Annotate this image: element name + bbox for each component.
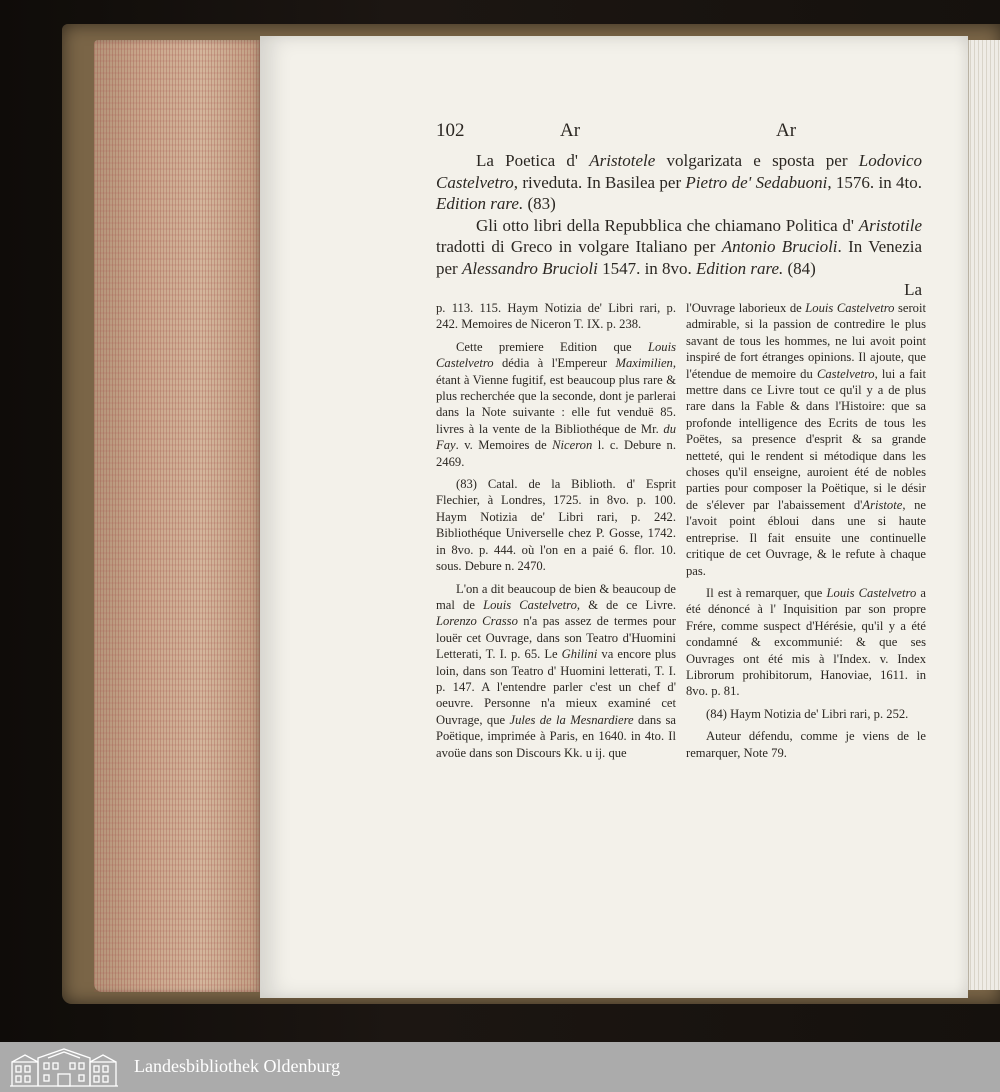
entry-text: tradotti di Greco in volgare Italiano per — [436, 237, 722, 256]
library-building-icon — [8, 1046, 120, 1088]
note-paragraph: (84) Haym Notizia de' Libri rari, p. 252. — [706, 706, 909, 721]
note-text: L'on a dit beaucoup de bien & beaucoup de mal de — [436, 581, 676, 612]
entry-rarity: Edition rare. — [436, 194, 524, 213]
page-edges-left — [94, 40, 262, 992]
note-text: l. c. Debure n. 2469. — [436, 438, 676, 469]
footer-label: Landesbibliothek Oldenburg — [134, 1056, 341, 1076]
note-text: va encore plus loin, dans son Teatro d' Huomini letterati, T. I. p. 147. A l'entendre parler c'est un chef d' oeuvre. Personne n'a mieux examiné cet Ouvrage, que — [436, 647, 676, 727]
entry-printer: Pietro de' Sedabuoni — [685, 172, 828, 192]
note-name: Castelvetro — [816, 366, 875, 381]
note-text: , lui a fait mettre dans ce Livre tout ce qu'il y a de plus rare dans la Fable & dans l'Histoire: que sa profonde intelligence des Ecrits de tous les Poëtes, sa presence d'esprit & sa grande netteté, qui le rendent si métodique dans les choses qu'il enseigne, auroient été de nobles parties pour composer la Poëtique, si le désir de s'élever par l'abaissement d' — [686, 366, 926, 512]
entry-note-ref: (83) — [523, 194, 556, 213]
library-footer-bar — [0, 1042, 1000, 1092]
note-text: Il est à remarquer, que — [706, 585, 827, 600]
note-name: Aristote — [862, 497, 903, 512]
note-text: Cette premiere Edition que — [456, 339, 648, 354]
note-name: Maximilien — [615, 356, 673, 371]
note-text: . v. Memoires de — [455, 438, 553, 453]
entry-note-ref: (84) — [783, 258, 816, 278]
note-paragraph — [436, 339, 676, 470]
note-text: dédia à l'Empereur — [493, 356, 616, 371]
running-header — [436, 120, 996, 144]
note-paragraph: (83) Catal. de la Biblioth. d' Esprit Flechier, à Londres, 1725. in 8vo. p. 100. Haym Notizia de' Libri rari, p. 242. Bibliothéque Universelle chez P. Gosse, 1742. in 8vo. p. 444. où l'on en a paié 6. flor. 10. sous. Debure n. 2470. — [436, 477, 676, 574]
facing-page-stack — [970, 40, 1000, 990]
entry-text: Gli otto libri della Repubblica che chiamano Politica d' — [476, 215, 859, 235]
entry-text: , riveduta. In Basilea per — [513, 172, 686, 192]
catchword: La — [904, 280, 922, 299]
note-paragraph — [686, 300, 926, 579]
note-name: Lorenzo Crasso — [436, 614, 518, 629]
note-name: Louis Castelvetro — [483, 597, 577, 612]
entry-text: , 1576. in 4to. — [827, 172, 922, 192]
entry-author: Aristotele — [589, 151, 656, 170]
bibliographic-entries — [436, 150, 922, 301]
entry-84 — [436, 215, 922, 280]
entry-translator: Lodovico Castelvetro — [436, 151, 923, 192]
note-text: l'Ouvrage laborieux de — [686, 301, 806, 315]
note-text: n'a pas assez de termes pour louër cet Ouvrage, dans son Teatro d'Huomini Letterati, T. I. p. 65. Le — [436, 614, 676, 662]
entry-rarity: Edition rare. — [696, 258, 784, 278]
running-head-right: Ar — [776, 120, 797, 141]
notes-column-right — [686, 300, 926, 767]
note-name: Louis Castelvetro — [805, 301, 895, 315]
entry-text: . In Venezia per — [436, 237, 923, 278]
note-text: , étant à Vienne fugitif, est beaucoup plus rare & plus recherchée que la seconde, dont je parlerai dans la Note suivante : elle fut venduë 85. livres à la vente de la Bibliothéque de Mr. — [436, 356, 676, 436]
entry-printer: Alessandro Brucioli — [461, 258, 598, 278]
page-number: 102 — [436, 120, 465, 141]
note-name: Jules de la Mesnardiere — [509, 712, 634, 727]
note-text: dans sa Poëtique, imprimée à Paris, en 1640. in 4to. Il avoüe dans son Discours Kk. u ij. que — [436, 712, 676, 760]
note-name: Ghilini — [561, 647, 598, 662]
entry-text: 1547. in 8vo. — [597, 258, 697, 278]
note-paragraph — [686, 585, 926, 700]
note-name: Niceron — [552, 438, 593, 453]
entry-83 — [436, 150, 922, 215]
entry-translator: Antonio Brucioli — [721, 237, 838, 256]
note-name: du Fay — [436, 421, 676, 453]
note-paragraph: Auteur défendu, comme je viens de le remarquer, Note 79. — [686, 729, 926, 760]
entry-author: Aristotile — [858, 215, 922, 235]
note-name: Louis Castelvetro — [436, 339, 676, 371]
note-text: seroit admirable, si la passion de contredire le plus savant de tous les hommes, ne lui avoit point inspiré de fort étranges opinions. Il ajoute, que l'étendue de memoire du — [686, 301, 926, 381]
note-text: , ne l'avoit point ébloui dans une si haute entreprise. Il fait ensuite une continuelle critique de cet Ouvrage, & le refute à chaque pas. — [686, 497, 927, 578]
entry-text: volgarizata e sposta per — [655, 151, 859, 170]
running-head-left: Ar — [560, 120, 581, 141]
note-text: , & de ce Livre. — [576, 597, 676, 612]
entry-text: La Poetica d' — [476, 151, 590, 170]
notes-column-left — [436, 300, 676, 767]
note-text: a été dénoncé à l' Inquisition par son propre Frére, comme suspect d'Hérésie, qu'il y a été condamné & excommunié: & que ses Ouvrages ont été mis à l'Index. v. Index Librorum prohibitorum, Hanoviae, 1611. in 8vo. p. 81. — [686, 585, 926, 699]
book-page — [260, 36, 968, 998]
note-paragraph — [436, 581, 676, 761]
note-paragraph: p. 113. 115. Haym Notizia de' Libri rari, p. 242. Memoires de Niceron T. IX. p. 238. — [436, 301, 676, 332]
note-name: Louis Castelvetro — [826, 585, 917, 600]
